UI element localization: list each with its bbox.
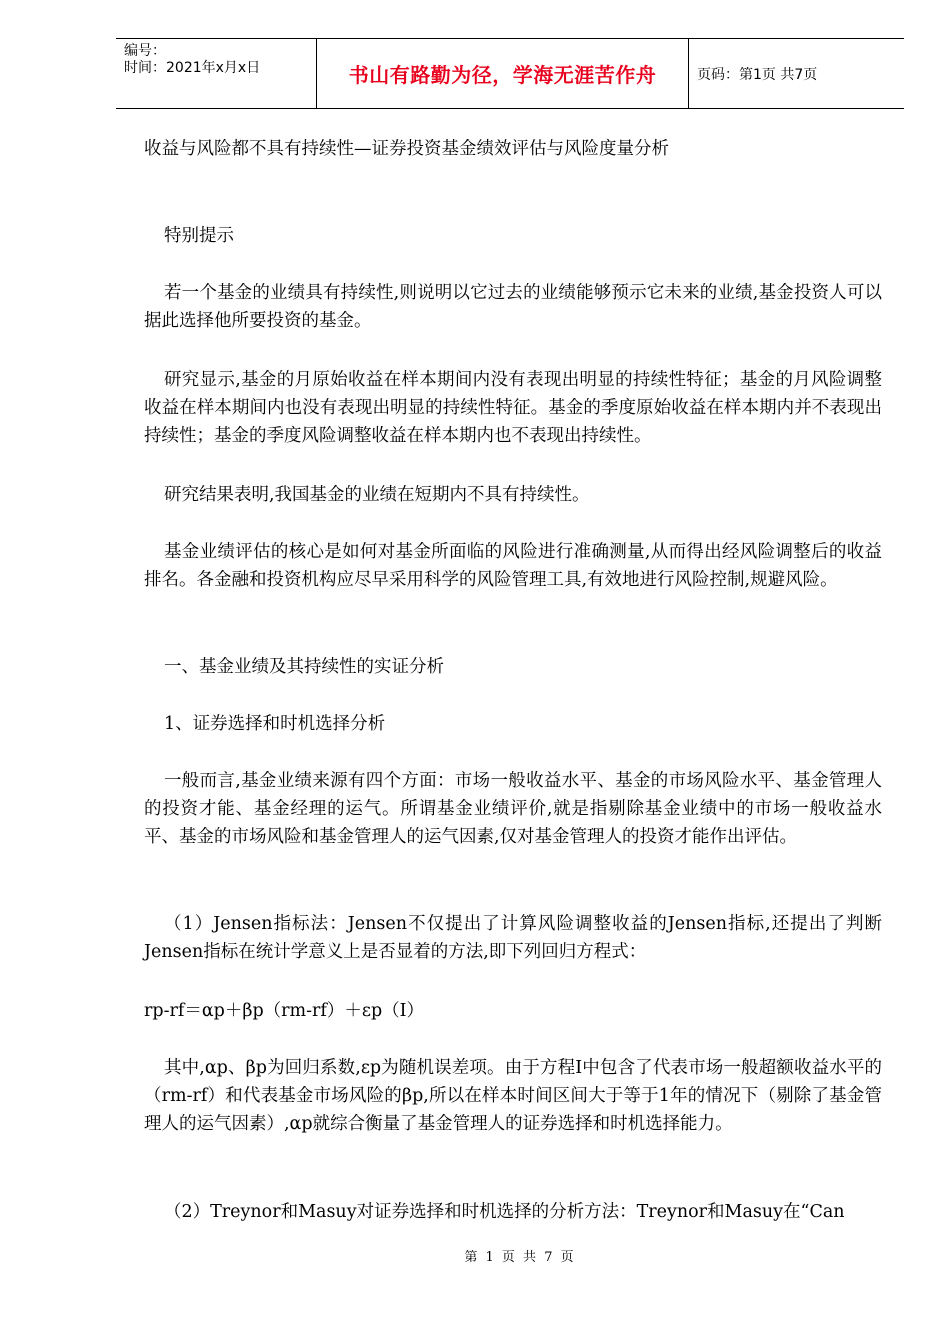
- subsection-heading-1: 1、证券选择和时机选择分析: [164, 714, 386, 734]
- paragraph-4: 基金业绩评估的核心是如何对基金所面临的风险进行准确测量,从而得出经风险调整后的收益排名。各金融和投资机构应尽早采用科学的风险管理工具,有效地进行风险控制,规避风险。: [144, 542, 882, 590]
- paragraph-treynor: （2）Treynor和Masuy对证券选择和时机选择的分析方法：Treynor和Masuy在“Can: [164, 1202, 845, 1222]
- number-label: 编号：: [124, 43, 166, 59]
- paragraph-special-note: 特别提示: [164, 226, 234, 246]
- paragraph-6: 其中,αp、βp为回归系数,εp为随机误差项。由于方程I中包含了代表市场一般超额收益水平的（rm-rf）和代表基金市场风险的βp,所以在样本时间区间大于等于1年的情况下（剔除了基金管理人的运气因素）,αp就综合衡量了基金管理人的证券选择和时机选择能力。: [144, 1058, 882, 1134]
- page-header: [116, 38, 904, 109]
- paragraph-5: 一般而言,基金业绩来源有四个方面：市场一般收益水平、基金的市场风险水平、基金管理人的投资才能、基金经理的运气。所谓基金业绩评价,就是指剔除基金业绩中的市场一般收益水平、基金的市场风险和基金管理人的运气因素,仅对基金管理人的投资才能作出评估。: [144, 771, 882, 847]
- equation: rp-rf＝αp＋βp（rm-rf）＋εp（I）: [144, 1001, 425, 1021]
- header-page-info: 页码：第1页 共7页: [697, 66, 818, 83]
- paragraph-2: 研究显示,基金的月原始收益在样本期间内没有表现出明显的持续性特征；基金的月风险调整收益在样本期间内也没有表现出明显的持续性特征。基金的季度原始收益在样本期内并不表现出持续性；基金的季度风险调整收益在样本期内也不表现出持续性。: [144, 370, 882, 446]
- header-meta: [116, 39, 316, 108]
- paragraph-3: 研究结果表明,我国基金的业绩在短期内不具有持续性。: [164, 485, 590, 505]
- paragraph-jensen: （1）Jensen指标法：Jensen不仅提出了计算风险调整收益的Jensen指标,还提出了判断Jensen指标在统计学意义上是否显着的方法,即下列回归方程式：: [144, 914, 882, 962]
- time-label: 时间：2021年x月x日: [124, 60, 261, 76]
- section-heading-1: 一、基金业绩及其持续性的实证分析: [164, 657, 444, 677]
- paragraph-1: 若一个基金的业绩具有持续性,则说明以它过去的业绩能够预示它未来的业绩,基金投资人可以据此选择他所要投资的基金。: [144, 283, 882, 331]
- page-footer: 第 1 页 共 7 页: [464, 1250, 576, 1265]
- document-title: 收益与风险都不具有持续性—证券投资基金绩效评估与风险度量分析: [144, 139, 669, 159]
- header-motto: 书山有路勤为径，学海无涯苦作舟: [316, 39, 689, 108]
